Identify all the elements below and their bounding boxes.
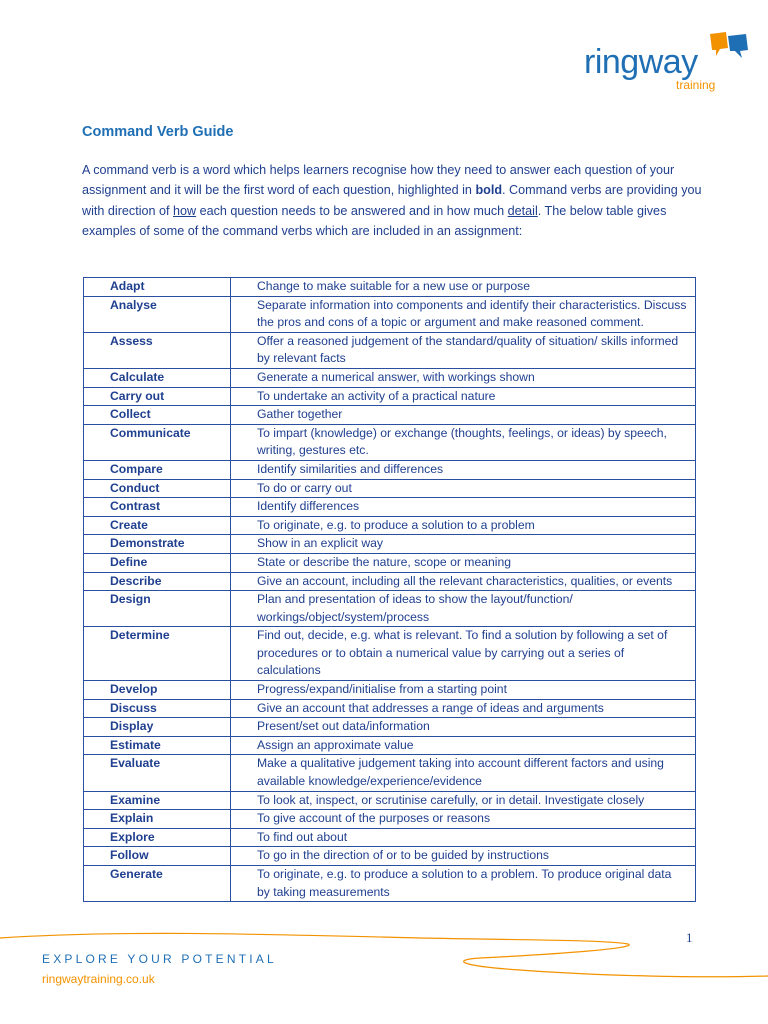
table-row	[84, 627, 696, 681]
verb-definition: To look at, inspect, or scrutinise carefully, or in detail. Investigate closely	[231, 791, 696, 810]
intro-underline-how: how	[173, 203, 197, 218]
verb-definition: To impart (knowledge) or exchange (thoughts, feelings, or ideas) by speech, writing, gestures etc.	[231, 424, 696, 460]
table-row	[84, 516, 696, 535]
verb-definition: Separate information into components and identify their characteristics. Discuss the pros and cons of a topic or argument and make reasoned comment.	[231, 296, 696, 332]
verb-definition: Generate a numerical answer, with workings shown	[231, 368, 696, 387]
table-row	[84, 847, 696, 866]
table-row	[84, 387, 696, 406]
verb-term: Define	[84, 553, 231, 572]
verb-term: Develop	[84, 681, 231, 700]
table-row	[84, 553, 696, 572]
speech-bubble-icon	[704, 30, 754, 64]
verb-term: Evaluate	[84, 755, 231, 791]
table-row	[84, 278, 696, 297]
verb-term: Carry out	[84, 387, 231, 406]
verb-definition: Give an account, including all the relevant characteristics, qualities, or events	[231, 572, 696, 591]
verb-definition: Identify differences	[231, 498, 696, 517]
verb-term: Contrast	[84, 498, 231, 517]
verb-definition: State or describe the nature, scope or meaning	[231, 553, 696, 572]
page-number: 1	[686, 930, 693, 945]
verb-definition: Change to make suitable for a new use or purpose	[231, 278, 696, 297]
table-row	[84, 572, 696, 591]
logo-wordmark: ringway	[584, 43, 698, 81]
verb-definition: Show in an explicit way	[231, 535, 696, 554]
verb-definition: Plan and presentation of ideas to show the layout/function/ workings/object/system/process	[231, 591, 696, 627]
verb-term: Explain	[84, 810, 231, 829]
table-row	[84, 406, 696, 425]
footer-tagline: EXPLORE YOUR POTENTIAL	[42, 952, 277, 966]
intro-underline-detail: detail	[507, 203, 538, 218]
verb-term: Compare	[84, 460, 231, 479]
verb-definition: Give an account that addresses a range of ideas and arguments	[231, 699, 696, 718]
verb-term: Adapt	[84, 278, 231, 297]
verb-term: Display	[84, 718, 231, 737]
verb-definition: Present/set out data/information	[231, 718, 696, 737]
verb-term: Design	[84, 591, 231, 627]
verb-table-body	[84, 278, 696, 902]
table-row	[84, 460, 696, 479]
verb-definition: To originate, e.g. to produce a solution to a problem. To produce original data by taking measurements	[231, 866, 696, 902]
table-row	[84, 791, 696, 810]
table-row	[84, 498, 696, 517]
command-verb-table	[83, 277, 696, 902]
verb-term: Examine	[84, 791, 231, 810]
verb-definition: Identify similarities and differences	[231, 460, 696, 479]
intro-text: . The below table gives examples of some of the command verbs which are included in an assignment:	[82, 203, 667, 239]
ringway-logo	[584, 30, 754, 92]
verb-term: Discuss	[84, 699, 231, 718]
verb-term: Conduct	[84, 479, 231, 498]
verb-definition: Make a qualitative judgement taking into account different factors and using available knowledge/experience/evidence	[231, 755, 696, 791]
table-row	[84, 332, 696, 368]
verb-definition: To undertake an activity of a practical nature	[231, 387, 696, 406]
verb-term: Generate	[84, 866, 231, 902]
page-title: Command Verb Guide	[82, 124, 234, 140]
verb-term: Determine	[84, 627, 231, 681]
verb-term: Create	[84, 516, 231, 535]
intro-bold-word: bold	[475, 183, 503, 198]
table-row	[84, 479, 696, 498]
table-row	[84, 828, 696, 847]
table-row	[84, 368, 696, 387]
verb-term: Assess	[84, 332, 231, 368]
table-row	[84, 718, 696, 737]
table-row	[84, 424, 696, 460]
verb-definition: To originate, e.g. to produce a solution to a problem	[231, 516, 696, 535]
verb-term: Describe	[84, 572, 231, 591]
table-row	[84, 591, 696, 627]
intro-text: each question needs to be answered and in how much	[196, 203, 508, 218]
verb-definition: Gather together	[231, 406, 696, 425]
table-row	[84, 866, 696, 902]
table-row	[84, 736, 696, 755]
verb-definition: To do or carry out	[231, 479, 696, 498]
verb-definition: To give account of the purposes or reasons	[231, 810, 696, 829]
verb-term: Estimate	[84, 736, 231, 755]
verb-definition: Assign an approximate value	[231, 736, 696, 755]
logo-subtext: training	[676, 78, 716, 92]
verb-definition: To go in the direction of or to be guided by instructions	[231, 847, 696, 866]
verb-definition: Progress/expand/initialise from a starting point	[231, 681, 696, 700]
verb-term: Demonstrate	[84, 535, 231, 554]
verb-definition: To find out about	[231, 828, 696, 847]
verb-term: Explore	[84, 828, 231, 847]
verb-term: Follow	[84, 847, 231, 866]
verb-term: Analyse	[84, 296, 231, 332]
table-row	[84, 681, 696, 700]
verb-definition: Find out, decide, e.g. what is relevant. To find a solution by following a set of procedures or to obtain a numerical value by carrying out a series of calculations	[231, 627, 696, 681]
intro-text: A command verb is a word which helps learners recognise how they need to answer each question of your assignment and it will be the first word of each question, highlighted in	[82, 163, 675, 198]
intro-text: . Command verbs are providing you with direction of	[82, 183, 702, 218]
verb-term: Calculate	[84, 368, 231, 387]
table-row	[84, 755, 696, 791]
table-row	[84, 699, 696, 718]
table-row	[84, 810, 696, 829]
footer-website-link[interactable]: ringwaytraining.co.uk	[42, 972, 155, 986]
intro-paragraph	[82, 160, 702, 242]
verb-definition: Offer a reasoned judgement of the standard/quality of situation/ skills informed by relevant facts	[231, 332, 696, 368]
verb-term: Collect	[84, 406, 231, 425]
table-row	[84, 296, 696, 332]
verb-term: Communicate	[84, 424, 231, 460]
table-row	[84, 535, 696, 554]
